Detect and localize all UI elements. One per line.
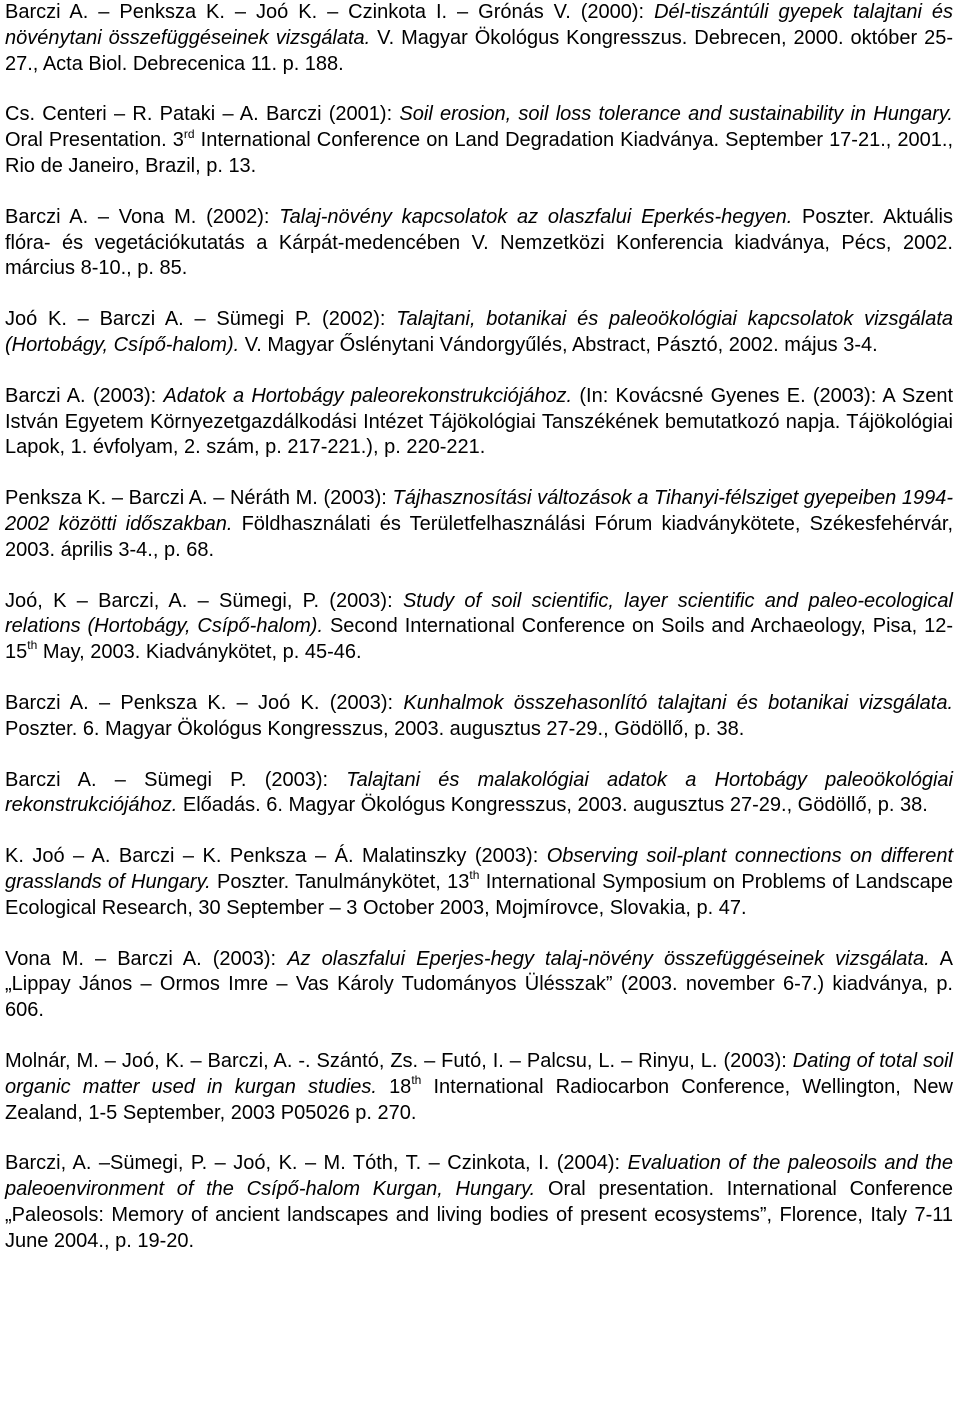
reference-details: A „Lippay János ‒ Ormos Imre ‒ Vas Károly Tudományos Ülésszak” (2003. november 6-7.) kiadványa, p. 606. bbox=[5, 947, 953, 1022]
reference-title: Study of soil scientific, layer scientific and paleo-ecological relations (Hortobágy, Csípő-halom). bbox=[5, 589, 953, 638]
reference-authors: Joó, K ‒ Barczi, A. ‒ Sümegi, P. (2003): bbox=[5, 589, 393, 612]
reference-authors: Joó K. ‒ Barczi A. ‒ Sümegi P. (2002): bbox=[5, 308, 386, 331]
reference-authors: K. Joó ‒ A. Barczi ‒ K. Penksza ‒ Á. Malatinszky (2003): bbox=[5, 845, 539, 868]
reference-entry bbox=[5, 768, 953, 820]
reference-details: V. Magyar Ökológus Kongresszus. Debrecen, 2000. október 25-27., Acta Biol. Debrecenica 11. p. 188. bbox=[5, 26, 954, 75]
reference-entry bbox=[5, 384, 953, 461]
reference-details: V. Magyar Őslénytani Vándorgyűlés, Abstract, Pásztó, 2002. május 3-4. bbox=[244, 333, 878, 356]
reference-entry bbox=[5, 0, 953, 77]
reference-authors: Barczi A. ‒ Penksza K. ‒ Joó K. (2003): bbox=[5, 691, 394, 714]
reference-authors: Barczi A. ‒ Sümegi P. (2003): bbox=[5, 768, 329, 791]
reference-authors: Penksza K. ‒ Barczi A. ‒ Néráth M. (2003): bbox=[5, 487, 387, 510]
reference-title: Az olaszfalui Eperjes-hegy talaj-növény összefüggéseinek vizsgálata. bbox=[287, 947, 930, 970]
reference-title: Adatok a Hortobágy paleorekonstrukciójához. bbox=[163, 384, 573, 407]
reference-entry bbox=[5, 844, 953, 921]
reference-title: Soil erosion, soil loss tolerance and sustainability in Hungary. bbox=[399, 103, 953, 126]
reference-ordinal-suffix: th bbox=[27, 638, 38, 653]
reference-details: 18 bbox=[389, 1075, 412, 1098]
reference-details: Poszter. Tanulmánykötet, 13 bbox=[216, 870, 470, 893]
reference-title: Talajtani és malakológiai adatok a Hortobágy paleoökológiai rekonstrukciójához. bbox=[5, 768, 953, 817]
reference-authors: Barczi A. ‒ Penksza K. ‒ Joó K. ‒ Czinkota I. ‒ Grónás V. (2000): bbox=[5, 1, 645, 23]
reference-authors: Cs. Centeri ‒ R. Pataki ‒ A. Barczi (2001): bbox=[5, 103, 393, 126]
reference-authors: Barczi A. (2003): bbox=[5, 384, 157, 407]
reference-details: Oral presentation. International Conference „Paleosols: Memory of ancient landscapes and living bodies of present ecosystems”, Florence, Italy 7-11 June 2004., p. 19-20. bbox=[5, 1178, 954, 1252]
reference-entry bbox=[5, 1049, 953, 1126]
reference-entry bbox=[5, 486, 953, 563]
reference-details: Oral Presentation. 3 bbox=[5, 129, 184, 152]
reference-title: Dél-tiszántúli gyepek talajtani és növénytani összefüggéseinek vizsgálata. bbox=[5, 1, 953, 49]
reference-title: Evaluation of the paleosoils and the paleoenvironment of the Csípő-halom Kurgan, Hungary. bbox=[5, 1152, 954, 1201]
reference-entry bbox=[5, 691, 953, 743]
reference-details: Second International Conference on Soils and Archaeology, Pisa, 12-15 bbox=[5, 615, 954, 664]
reference-entry bbox=[5, 947, 953, 1024]
reference-authors: Molnár, M. ‒ Joó, K. ‒ Barczi, A. -. Szántó, Zs. ‒ Futó, I. ‒ Palcsu, L. ‒ Rinyu, L. (2003): bbox=[5, 1049, 787, 1072]
reference-title: Talajtani, botanikai és paleoökológiai kapcsolatok vizsgálata (Hortobágy, Csípő-halom). bbox=[5, 308, 954, 356]
reference-details: Poszter. Aktuális flóra- és vegetációkutatás a Kárpát-medencében V. Nemzetközi Konferencia kiadványa, Pécs, 2002. március 8-10., p. 85. bbox=[5, 205, 953, 280]
reference-authors: Barczi, A. ‒Sümegi, P. ‒ Joó, K. ‒ M. Tóth, T. ‒ Czinkota, I. (2004): bbox=[5, 1152, 621, 1175]
reference-title: Talaj-növény kapcsolatok az olaszfalui Eperkés-hegyen. bbox=[279, 205, 793, 228]
reference-entry bbox=[5, 205, 953, 282]
reference-ordinal-suffix: th bbox=[411, 1073, 422, 1088]
reference-details: May, 2003. Kiadványkötet, p. 45-46. bbox=[42, 641, 362, 664]
reference-authors: Barczi A. ‒ Vona M. (2002): bbox=[5, 205, 270, 228]
reference-title: Tájhasznosítási változások a Tihanyi-félsziget gyepeiben 1994-2002 közötti időszakban. bbox=[5, 487, 954, 535]
reference-ordinal-suffix: th bbox=[469, 868, 480, 883]
reference-title: Observing soil-plant connections on different grasslands of Hungary. bbox=[5, 845, 954, 893]
reference-entry bbox=[5, 589, 953, 666]
reference-details: Földhasználati és Területfelhasználási Fórum kiadványkötete, Székesfehérvár, 2003. április 3-4., p. 68. bbox=[5, 512, 953, 561]
reference-details: International Symposium on Problems of Landscape Ecological Research, 30 September ‒ 3 October 2003, Mojmírovce, Slovakia, p. 47. bbox=[5, 870, 954, 919]
reference-ordinal-suffix: rd bbox=[183, 126, 195, 141]
reference-title: Dating of total soil organic matter used in kurgan studies. bbox=[5, 1049, 953, 1098]
reference-entry bbox=[5, 307, 953, 359]
reference-details: International Radiocarbon Conference, Wellington, New Zealand, 1-5 September, 2003 P05026 p. 270. bbox=[5, 1075, 953, 1124]
reference-entry bbox=[5, 102, 953, 179]
reference-details: (In: Kovácsné Gyenes E. (2003): A Szent István Egyetem Környezetgazdálkodási Intézet Tájökológiai Tanszékének bemutatkozó napja. Tájökológiai Lapok, 1. évfolyam, 2. szám, p. 217-221.), p. 220-221. bbox=[5, 384, 954, 459]
reference-details: Előadás. 6. Magyar Ökológus Kongresszus, 2003. augusztus 27-29., Gödöllő, p. 38. bbox=[182, 794, 928, 817]
reference-title: Kunhalmok összehasonlító talajtani és botanikai vizsgálata. bbox=[403, 691, 953, 714]
reference-entry bbox=[5, 1151, 953, 1254]
reference-details: International Conference on Land Degradation Kiadványa. September 17-21., 2001., Rio de Janeiro, Brazil, p. 13. bbox=[5, 129, 953, 177]
reference-details: Poszter. 6. Magyar Ökológus Kongresszus, 2003. augusztus 27-29., Gödöllő, p. 38. bbox=[5, 717, 745, 740]
reference-authors: Vona M. ‒ Barczi A. (2003): bbox=[5, 947, 277, 970]
